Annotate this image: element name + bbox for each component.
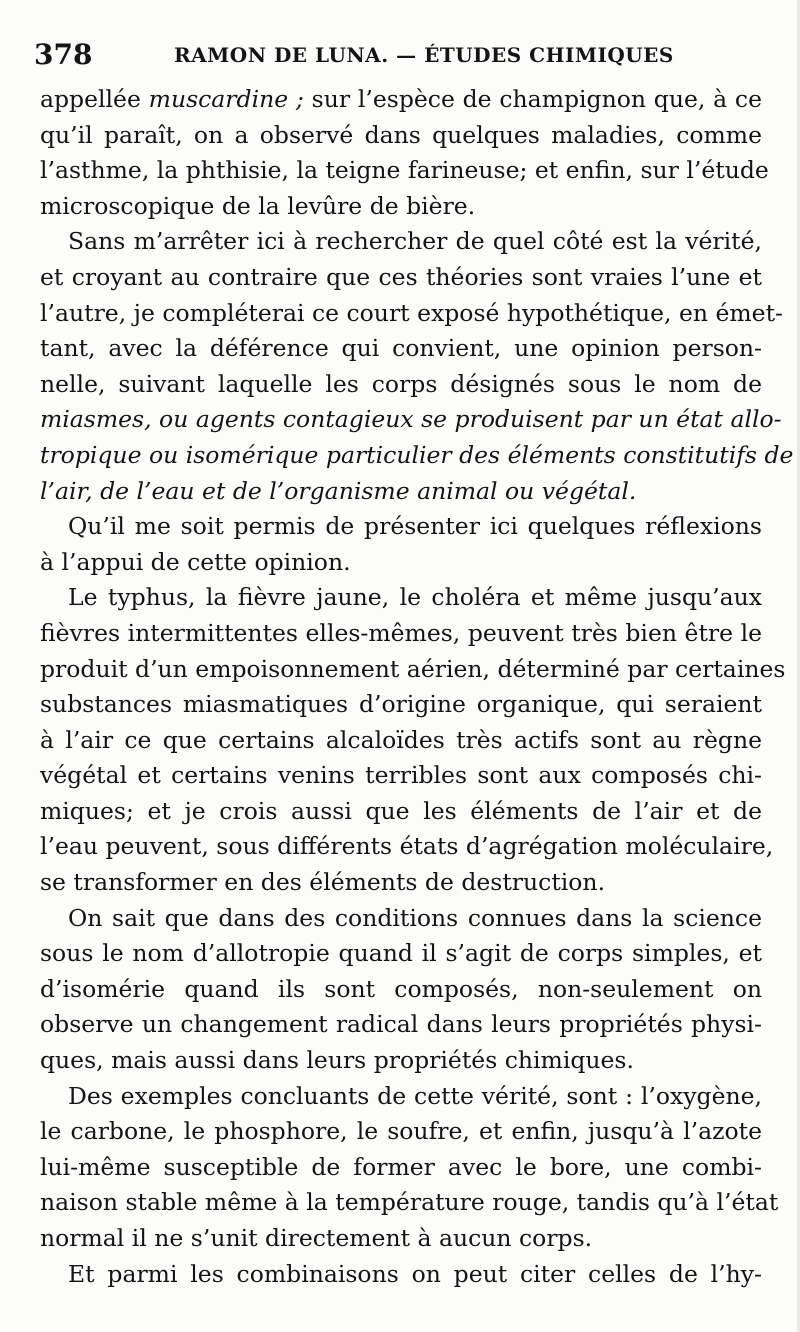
text-line: fièvres intermittentes elles-mêmes, peuvent très bien être le: [40, 618, 762, 647]
text-line: l’air, de l’eau et de l’organisme animal ou végétal.: [40, 476, 637, 505]
page-number: 378: [34, 38, 93, 71]
text-line: Le typhus, la fièvre jaune, le choléra et même jusqu’aux: [68, 583, 762, 612]
text-line: à l’air ce que certains alcaloïdes très actifs sont au règne: [40, 725, 762, 754]
text-line: l’autre, je compléterai ce court exposé hypothétique, en émet-: [40, 298, 783, 327]
text-line: On sait que dans des conditions connues dans la science: [68, 903, 762, 932]
text-line: Et parmi les combinaisons on peut citer celles de l’hy-: [68, 1259, 762, 1288]
text-line: produit d’un empoisonnement aérien, déterminé par certaines: [40, 654, 786, 683]
text-line: miques; et je crois aussi que les éléments de l’air et de: [40, 796, 762, 825]
text-line: naison stable même à la température rouge, tandis qu’à l’état: [40, 1188, 779, 1217]
text-line: sous le nom d’allotropie quand il s’agit de corps simples, et: [40, 939, 762, 968]
text-line: à l’appui de cette opinion.: [40, 547, 351, 576]
text-line: observe un changement radical dans leurs propriétés physi-: [40, 1010, 762, 1039]
text-line: microscopique de la levûre de bière.: [40, 191, 476, 220]
text-line: substances miasmatiques d’origine organique, qui seraient: [40, 690, 762, 719]
text-line: lui-même susceptible de former avec le bore, une combi-: [40, 1152, 762, 1181]
text-line: d’isomérie quand ils sont composés, non-seulement on: [40, 974, 762, 1003]
text-line: l’asthme, la phthisie, la teigne farineuse; et enfin, sur l’étude: [40, 156, 769, 185]
text-line: Des exemples concluants de cette vérité, sont : l’oxygène,: [68, 1081, 762, 1110]
running-head: RAMON DE LUNA. — ÉTUDES CHIMIQUES: [174, 43, 674, 67]
text-line: normal il ne s’unit directement à aucun corps.: [40, 1224, 593, 1252]
text-line: nelle, suivant laquelle les corps désignés sous le nom de: [40, 369, 762, 398]
page-header: [34, 38, 764, 72]
text-line: l’eau peuvent, sous différents états d’agrégation moléculaire,: [40, 832, 774, 861]
text-line: miasmes, ou agents contagieux se produisent par un état allo-: [40, 405, 782, 434]
text-line: tropique ou isomérique particulier des éléments constitutifs de: [40, 440, 794, 469]
text-line: tant, avec la déférence qui convient, une opinion person-: [40, 334, 762, 363]
text-line: Qu’il me soit permis de présenter ici quelques réflexions: [68, 512, 762, 541]
text-line: qu’il paraît, on a observé dans quelques maladies, comme: [40, 120, 762, 149]
text-line: se transformer en des éléments de destruction.: [40, 868, 606, 897]
body-text: [40, 82, 794, 1292]
text-line: ques, mais aussi dans leurs propriétés chimiques.: [40, 1046, 634, 1075]
text-line: appellée muscardine ; sur l’espèce de champignon que, à ce: [40, 85, 763, 113]
text-line: végétal et certains venins terribles sont aux composés chi-: [40, 761, 762, 790]
text-line: le carbone, le phosphore, le soufre, et enfin, jusqu’à l’azote: [40, 1117, 762, 1146]
text-line: Sans m’arrêter ici à rechercher de quel côté est la vérité,: [68, 227, 762, 256]
text-line: et croyant au contraire que ces théories sont vraies l’une et: [40, 262, 762, 291]
